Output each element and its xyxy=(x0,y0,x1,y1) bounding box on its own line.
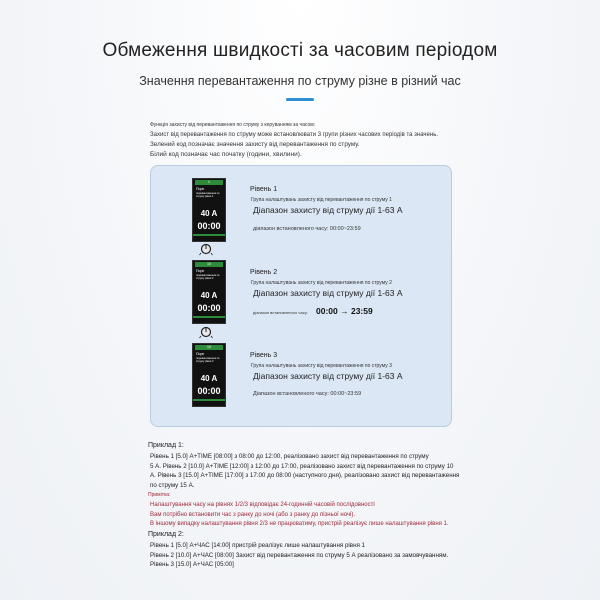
example-1-line-4: по струму 15 А. xyxy=(150,481,195,489)
page-subtitle: Значення перевантаження по струму різне в різний час xyxy=(139,74,461,88)
screen-sublabel: перевантаження по струму рівня 1 xyxy=(196,192,220,198)
level-2-time-label: діапазон встановленого часу: xyxy=(253,310,308,315)
example-2-line-2: Рівень 2 [10.0] А+ЧАС [08:00] Захист від перевантаження по струму 5 А реалізовано за замовчуванням. xyxy=(150,551,449,559)
screen-sublabel: перевантаження по струму рівня 3 xyxy=(196,357,220,363)
screen-time: 00:00 xyxy=(197,386,221,396)
screen-amps: 40 A xyxy=(200,374,218,383)
screen-green-line xyxy=(193,316,225,318)
example-1-line-3: А. Рівень 3 [15.0] А+TIME [17:00] з 17:00 до 08:00 (наступного дня), реалізовано захист від перевантаження xyxy=(150,472,460,479)
screen-sublabel: перевантаження по струму рівня 2 xyxy=(196,274,220,280)
page-title: Обмеження швидкості за часовим періодом xyxy=(102,40,498,61)
screen-amps: 40 A xyxy=(200,209,218,218)
screen-green-line xyxy=(193,399,225,401)
level-1-title: Рівень 1 xyxy=(250,186,278,193)
level-1-range: Діапазон захисту від струму дії 1-63 A xyxy=(253,205,403,215)
screen-label: Поріг xyxy=(196,352,205,356)
note-title: Примітка: xyxy=(148,492,171,498)
intro-line-1: Функція захисту від перевантаження по струму з керуванням за часом: xyxy=(150,122,316,128)
device-screen-level-2 xyxy=(192,260,226,324)
rotary-knob-icon xyxy=(199,242,213,256)
example-2-line-3: Рівень 3 [15.0] А+ЧАС [05:00] xyxy=(150,561,234,568)
accent-divider xyxy=(286,98,314,101)
screen-header-bar: 10 xyxy=(195,345,223,350)
device-screen-level-1 xyxy=(192,178,226,242)
screen-amps: 40 A xyxy=(200,291,218,300)
screen-header-bar: 10 xyxy=(195,262,223,267)
level-3-group: Група налаштувань захисту від перевантаження по струму 3 xyxy=(251,363,392,369)
example-2-title: Приклад 2: xyxy=(148,531,184,538)
intro-line-4: Білий код позначає час початку (години, хвилини). xyxy=(150,151,302,158)
device-screen-level-3 xyxy=(192,343,226,407)
screen-time: 00:00 xyxy=(197,303,221,313)
level-1-group: Група налаштувань захисту від перевантаження по струму 1 xyxy=(251,197,392,203)
screen-green-line xyxy=(193,234,225,236)
example-1-line-1: Рівень 1 [5.0] А+TIME [08:00] з 08:00 до 12:00, реалізовано захист від перевантаження по струму xyxy=(150,453,429,460)
level-3-range: Діапазон захисту від струму дії 1-63 A xyxy=(253,371,403,381)
note-line-3: В іншому випадку налаштування рівня 2/3 не працюватиму, пристрій реалізує лише налаштування рівня 1. xyxy=(150,521,449,527)
rotary-knob-icon xyxy=(199,325,213,339)
screen-time: 00:00 xyxy=(197,221,221,231)
level-2-range: Діапазон захисту від струму дії 1-63 A xyxy=(253,288,403,298)
intro-text xyxy=(150,120,470,160)
example-2-line-1: Рівень 1 [5.0] А+ЧАС [14:00] пристрій реалізує лише налаштування рівня 1 xyxy=(150,542,365,549)
note-line-2: Вам потрібно встановити час з ранку до ночі (або з ранку до пізньої ночі). xyxy=(150,511,356,518)
example-1-title: Приклад 1: xyxy=(148,442,184,449)
example-1-line-2: 5 А. Рівень 2 [10.0] А+TIME [12:00] з 12:00 до 17:00, реалізовано захист від перевантаження по струму 10 xyxy=(150,462,454,470)
level-3-time-range: Діапазон встановленого часу: 00:00~23:59 xyxy=(253,391,362,397)
level-2-title: Рівень 2 xyxy=(250,269,278,276)
example-2-body xyxy=(150,541,470,570)
level-3-title: Рівень 3 xyxy=(250,352,278,359)
level-2-time-value: 00:00 → 23:59 xyxy=(316,306,373,316)
screen-label: Поріг xyxy=(196,187,205,191)
intro-line-2: Захист від перевантаження по струму може встановлювати 3 групи різних часових періодів та значень. xyxy=(150,132,438,138)
intro-line-3: Зелений код позначає значення захисту від перевантаження по струму. xyxy=(150,141,360,148)
example-1-body xyxy=(150,452,460,490)
note-line-1: Налаштування часу на рівнях 1/2/3 відповідає 24-годинній часовій послідовності xyxy=(150,502,375,508)
note-body xyxy=(150,501,460,530)
level-2-group: Група налаштувань захисту від перевантаження по струму 2 xyxy=(251,280,392,286)
screen-label: Поріг xyxy=(196,269,205,273)
screen-header-bar: 1 xyxy=(195,180,223,185)
level-1-time-range: діапазон встановленого часу: 00:00~23:59 xyxy=(253,226,361,232)
